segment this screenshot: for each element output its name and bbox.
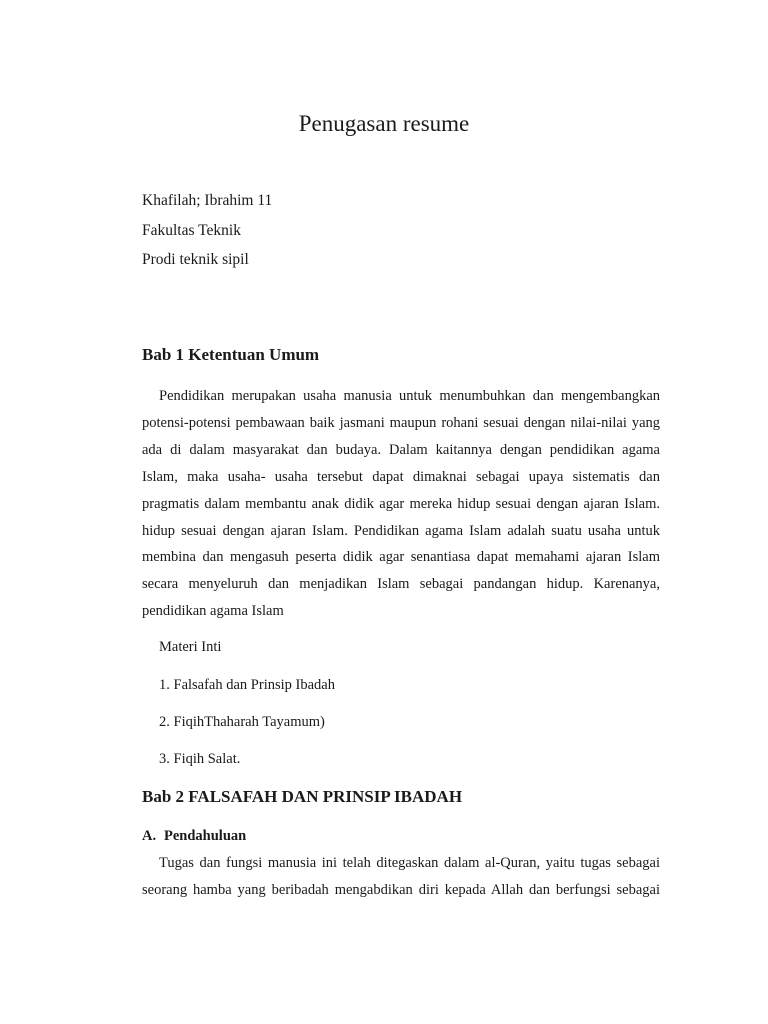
paragraph-line: hidup sesuai dengan ajaran Islam. Pendidikan agama Islam adalah suatu usaha untuk — [142, 522, 660, 539]
paragraph-line: pragmatis dalam membantu anak didik agar mereka hidup sesuai dengan ajaran Islam. — [142, 495, 660, 512]
paragraph-line: ada di dalam masyarakat dan budaya. Dalam kaitannya dengan pendidikan agama — [142, 441, 660, 458]
author-name: Khafilah; Ibrahim 11 — [142, 192, 273, 209]
section-title: Pendahuluan — [164, 828, 247, 844]
section-a-heading — [142, 828, 246, 845]
paragraph-line: potensi-potensi pembawaan baik jasmani maupun rohani sesuai dengan nilai-nilai yang — [142, 414, 660, 431]
materi-item: 3. Fiqih Salat. — [159, 751, 241, 767]
chapter-2-heading: Bab 2 FALSAFAH DAN PRINSIP IBADAH — [142, 787, 463, 806]
chapter-1-heading: Bab 1 Ketentuan Umum — [142, 345, 320, 364]
materi-item: 2. FiqihThaharah Tayamum) — [159, 714, 325, 730]
paragraph-line: secara menyeluruh dan menjadikan Islam sebagai pandangan hidup. Karenanya, — [142, 576, 660, 593]
section-number: A. — [142, 828, 157, 844]
chapter-1-paragraph — [142, 383, 660, 625]
paragraph-line: Pendidikan merupakan usaha manusia untuk menumbuhkan dan mengembangkan — [159, 388, 660, 404]
study-program: Prodi teknik sipil — [142, 251, 249, 268]
paragraph-line: Islam, maka usaha- usaha tersebut dapat dimaknai sebagai upaya sistematis dan — [142, 468, 660, 485]
chapter-2-paragraph — [142, 850, 660, 904]
materi-item: 1. Falsafah dan Prinsip Ibadah — [159, 677, 335, 693]
faculty-name: Fakultas Teknik — [142, 221, 241, 239]
materi-inti-label: Materi Inti — [159, 639, 222, 655]
paragraph-line: membina dan mengasuh peserta didik agar senantiasa dapat memahami ajaran Islam — [142, 549, 660, 566]
paragraph-line: pendidikan agama Islam — [142, 603, 284, 620]
paragraph-line: Tugas dan fungsi manusia ini telah ditegaskan dalam al-Quran, yaitu tugas sebagai — [159, 855, 660, 871]
author-info — [142, 186, 272, 275]
paragraph-line: seorang hamba yang beribadah mengabdikan diri kepada Allah dan berfungsi sebagai — [142, 881, 660, 898]
document-title: Penugasan resume — [298, 111, 470, 136]
